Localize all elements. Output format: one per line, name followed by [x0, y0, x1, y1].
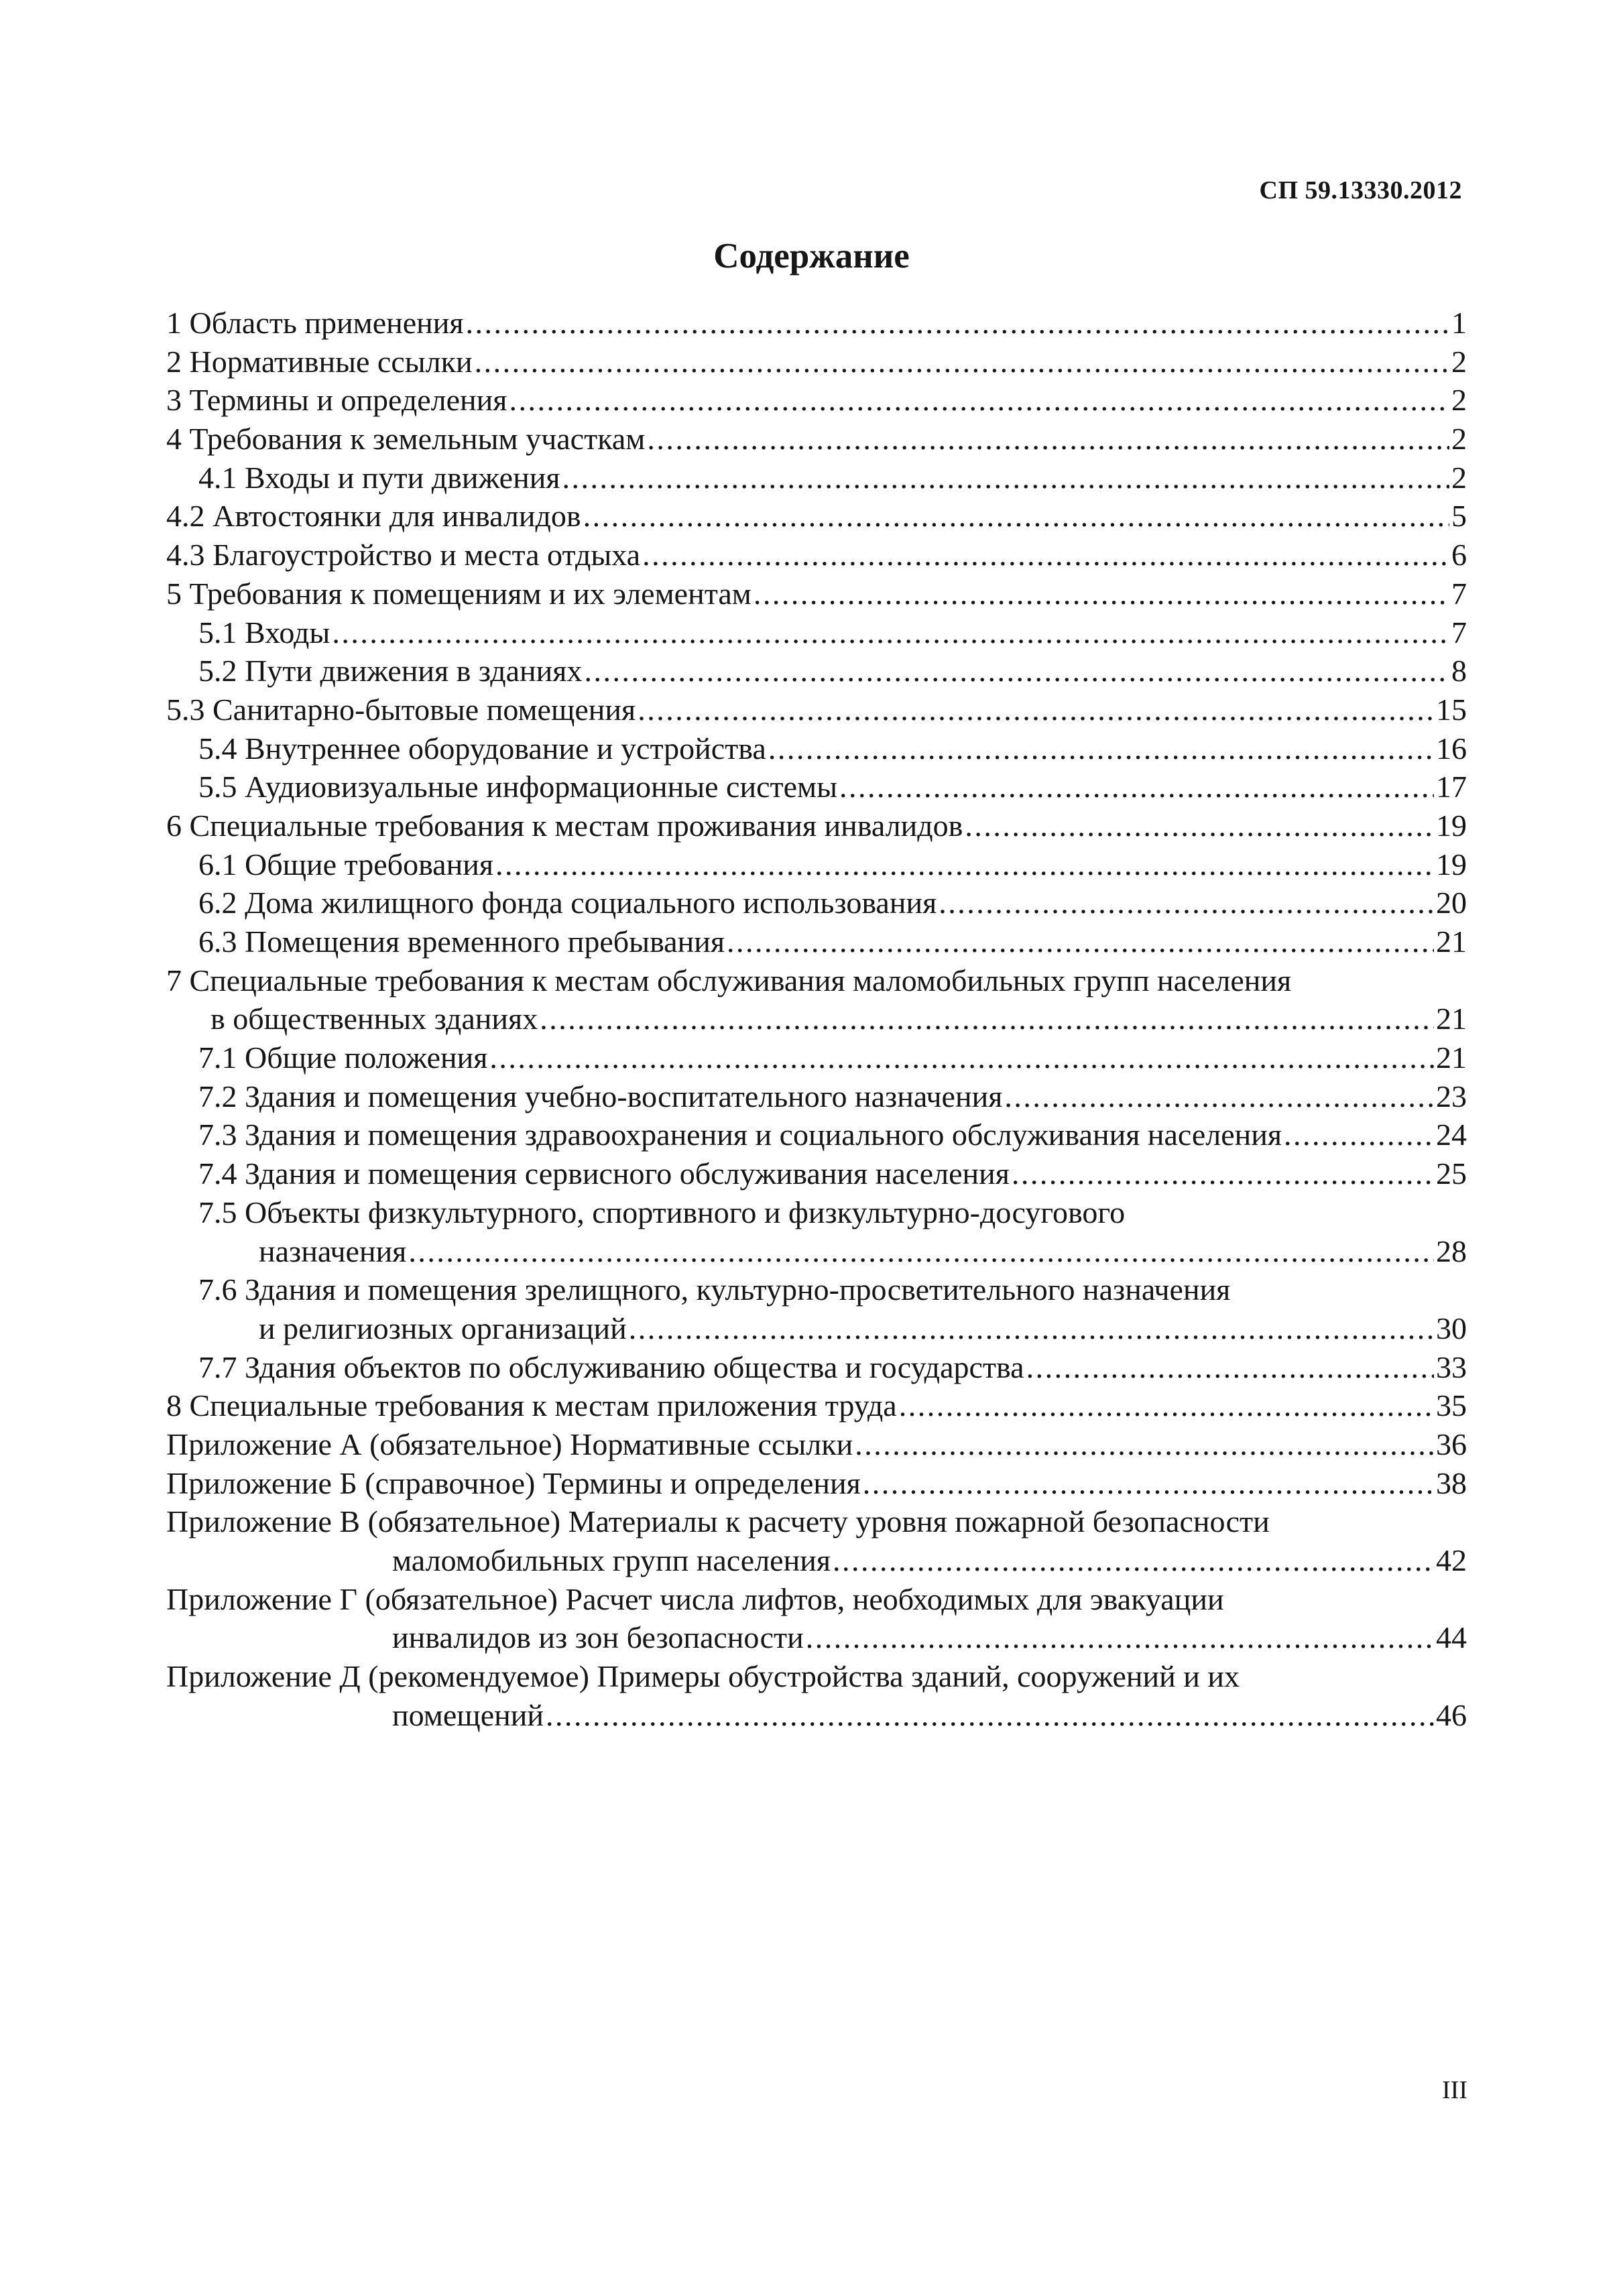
toc-entry	[166, 1348, 1467, 1387]
toc-entry-page: 7	[1451, 615, 1467, 650]
toc-entry-page: 19	[1436, 847, 1467, 882]
toc-entry-title: 6.1 Общие требования	[198, 847, 493, 882]
toc-entry-page: 33	[1436, 1349, 1467, 1384]
toc-entry	[166, 381, 1467, 420]
toc-entry-title: 7.2 Здания и помещения учебно-воспитательного назначения	[198, 1079, 1003, 1113]
toc-entry-title: Приложение Б (справочное) Термины и определения	[166, 1465, 861, 1500]
dot-leader	[939, 884, 1434, 922]
toc-entry-title: инвалидов из зон безопасности	[392, 1620, 804, 1655]
dot-leader	[965, 806, 1434, 845]
toc-entry-row	[166, 1348, 1467, 1387]
toc-entry	[166, 1425, 1467, 1464]
toc-entry-page: 21	[1436, 1040, 1467, 1075]
toc-entry	[166, 884, 1467, 922]
toc-entry-title: 5.4 Внутреннее оборудование и устройства	[198, 731, 766, 766]
dot-leader	[1026, 1348, 1434, 1387]
toc-entry-row	[166, 652, 1467, 690]
toc-entry-title: 4.1 Входы и пути движения	[198, 460, 560, 495]
toc-entry	[166, 690, 1467, 729]
dot-leader	[1284, 1115, 1434, 1154]
toc-entry	[166, 806, 1467, 845]
toc-entry	[166, 1077, 1467, 1116]
toc-entry	[166, 961, 1467, 1038]
dot-leader	[495, 845, 1434, 884]
toc-entry	[166, 1115, 1467, 1154]
toc-entry-row	[166, 420, 1467, 459]
toc-entry-row	[166, 1154, 1467, 1193]
dot-leader	[638, 690, 1434, 729]
toc-entry-page: 15	[1436, 692, 1467, 727]
toc-entry-title: назначения	[259, 1233, 407, 1268]
toc-entry	[166, 1038, 1467, 1077]
dot-leader	[863, 1464, 1434, 1503]
toc-entry-title: 5.3 Санитарно-бытовые помещения	[166, 692, 636, 727]
toc-entry-row	[166, 1077, 1467, 1116]
toc-entry	[166, 304, 1467, 343]
toc-entry-title: 4.3 Благоустройство и места отдыха	[166, 538, 641, 572]
toc-entry-row	[166, 381, 1467, 420]
dot-leader	[806, 1618, 1434, 1657]
toc-entry-row	[166, 1232, 1467, 1271]
toc-entry-page: 30	[1436, 1311, 1467, 1345]
toc-entry-page: 20	[1436, 886, 1467, 920]
toc-entry-row	[166, 884, 1467, 922]
toc-entry-title: помещений	[392, 1697, 544, 1732]
dot-leader	[489, 1038, 1434, 1077]
toc-entry-row	[166, 1386, 1467, 1425]
toc-entry-row	[166, 1425, 1467, 1464]
dot-leader	[408, 1232, 1434, 1271]
document-code: СП 59.13330.2012	[1259, 176, 1462, 204]
toc-entry-title: 6 Специальные требования к местам проживания инвалидов	[166, 808, 963, 843]
dot-leader	[332, 613, 1449, 652]
toc-entry-page: 8	[1451, 654, 1467, 688]
toc-entry	[166, 536, 1467, 575]
toc-entry-page: 16	[1436, 731, 1467, 766]
toc-entry-title-line: 7 Специальные требования к местам обслуживания маломобильных групп населения	[166, 963, 1292, 998]
toc-entry-page: 25	[1436, 1156, 1467, 1191]
dot-leader	[855, 1425, 1434, 1464]
toc-entry-page: 21	[1436, 1002, 1467, 1036]
toc-entry	[166, 1580, 1467, 1657]
toc-entry-page: 44	[1436, 1620, 1467, 1655]
dot-leader	[475, 343, 1449, 381]
toc-entry-page: 7	[1451, 576, 1467, 611]
toc-entry	[166, 1270, 1467, 1347]
toc-entry-page: 35	[1436, 1388, 1467, 1423]
toc-entry-title: 7.7 Здания объектов по обслуживанию общества и государства	[198, 1349, 1024, 1384]
dot-leader	[768, 729, 1434, 768]
toc-entry-title: маломобильных групп населения	[392, 1543, 831, 1578]
toc-entry-row	[166, 922, 1467, 961]
toc-entry	[166, 420, 1467, 459]
toc-entry-row	[166, 536, 1467, 575]
toc-entry	[166, 343, 1467, 381]
toc-entry-title: 3 Термины и определения	[166, 383, 507, 418]
toc-entry-page: 36	[1436, 1427, 1467, 1461]
toc-entry-title-line: 7.6 Здания и помещения зрелищного, культурно-просветительного назначения	[198, 1272, 1231, 1307]
dot-leader	[466, 304, 1449, 343]
toc-entry-title: 1 Область применения	[166, 306, 464, 340]
toc-entry	[166, 1386, 1467, 1425]
dot-leader	[629, 1309, 1434, 1348]
toc-entry-row	[166, 806, 1467, 845]
dot-leader	[540, 1000, 1434, 1038]
dot-leader	[642, 536, 1449, 575]
toc-entry-page: 46	[1436, 1697, 1467, 1732]
toc-entry	[166, 1657, 1467, 1734]
page-number: III	[1442, 2076, 1467, 2104]
toc-entry-row	[166, 1464, 1467, 1503]
toc-entry	[166, 613, 1467, 652]
toc-entry-title: 8 Специальные требования к местам приложения труда	[166, 1388, 897, 1423]
dot-leader	[509, 381, 1449, 420]
toc-entry-row	[166, 1115, 1467, 1154]
toc-entry-title: 6.3 Помещения временного пребывания	[198, 924, 725, 959]
toc-entry-row	[166, 729, 1467, 768]
dot-leader	[727, 922, 1434, 961]
page-title: Содержание	[713, 237, 910, 276]
toc-entry-page: 38	[1436, 1465, 1467, 1500]
toc-entry	[166, 575, 1467, 613]
toc-entry-page: 19	[1436, 808, 1467, 843]
dot-leader	[839, 768, 1434, 806]
toc-entry-row	[166, 845, 1467, 884]
dot-leader	[546, 1696, 1434, 1735]
dot-leader	[583, 497, 1449, 536]
dot-leader	[899, 1386, 1434, 1425]
toc-entry-title: 2 Нормативные ссылки	[166, 344, 473, 379]
toc-entry-row	[166, 575, 1467, 613]
dot-leader	[1004, 1077, 1434, 1116]
toc-entry-title: 5.5 Аудиовизуальные информационные системы	[198, 770, 838, 804]
toc-entry-row	[166, 1696, 1467, 1735]
toc-entry-page: 2	[1451, 460, 1467, 495]
dot-leader	[754, 575, 1449, 613]
toc-entry-title: 4 Требования к земельным участкам	[166, 422, 646, 457]
toc-entry-page: 5	[1451, 499, 1467, 534]
toc-entry-page: 1	[1451, 306, 1467, 340]
toc-entry-title: и религиозных организаций	[259, 1311, 627, 1345]
toc-entry	[166, 922, 1467, 961]
toc-entry	[166, 729, 1467, 768]
toc-entry-title-line: Приложение Д (рекомендуемое) Примеры обустройства зданий, сооружений и их	[166, 1659, 1240, 1694]
toc-entry-page: 21	[1436, 924, 1467, 959]
toc-entry	[166, 768, 1467, 806]
dot-leader	[562, 459, 1450, 497]
toc-entry-title: 7.1 Общие положения	[198, 1040, 488, 1075]
toc-entry-row	[166, 343, 1467, 381]
toc-entry-title: 5.1 Входы	[198, 615, 330, 650]
toc-entry-row	[166, 497, 1467, 536]
toc-entry-page: 6	[1451, 538, 1467, 572]
toc-entry	[166, 459, 1467, 497]
dot-leader	[833, 1541, 1434, 1580]
toc-entry-title: Приложение А (обязательное) Нормативные ссылки	[166, 1427, 853, 1461]
toc-entry-title: 5 Требования к помещениям и их элементам	[166, 576, 752, 611]
toc-entry-row	[166, 304, 1467, 343]
toc-entry-page: 2	[1451, 422, 1467, 457]
toc-entry	[166, 1193, 1467, 1270]
toc-entry-row	[166, 768, 1467, 806]
table-of-contents	[166, 304, 1467, 1735]
toc-entry-page: 2	[1451, 383, 1467, 418]
toc-entry-title: 4.2 Автостоянки для инвалидов	[166, 499, 581, 534]
toc-entry	[166, 1464, 1467, 1503]
toc-entry-page: 17	[1436, 770, 1467, 804]
toc-entry-page: 23	[1436, 1079, 1467, 1113]
toc-entry-page: 28	[1436, 1233, 1467, 1268]
toc-entry-row	[166, 1541, 1467, 1580]
toc-entry-page: 2	[1451, 344, 1467, 379]
dot-leader	[1012, 1154, 1434, 1193]
toc-entry-title: 7.4 Здания и помещения сервисного обслуживания населения	[198, 1156, 1010, 1191]
dot-leader	[584, 652, 1449, 690]
toc-entry-page: 24	[1436, 1117, 1467, 1152]
toc-entry-row	[166, 1000, 1467, 1038]
toc-entry-title: 5.2 Пути движения в зданиях	[198, 654, 583, 688]
toc-entry-title: 7.3 Здания и помещения здравоохранения и социального обслуживания населения	[198, 1117, 1282, 1152]
toc-entry-row	[166, 459, 1467, 497]
toc-entry-title-line: Приложение В (обязательное) Материалы к расчету уровня пожарной безопасности	[166, 1504, 1270, 1539]
toc-entry-row	[166, 1309, 1467, 1348]
toc-entry	[166, 652, 1467, 690]
toc-entry-title: в общественных зданиях	[211, 1002, 538, 1036]
toc-entry	[166, 845, 1467, 884]
toc-entry-row	[166, 690, 1467, 729]
dot-leader	[647, 420, 1449, 459]
toc-entry-title: 6.2 Дома жилищного фонда социального использования	[198, 886, 937, 920]
toc-entry	[166, 1502, 1467, 1579]
toc-entry-page: 42	[1436, 1543, 1467, 1578]
toc-entry-title-line: Приложение Г (обязательное) Расчет числа лифтов, необходимых для эвакуации	[166, 1581, 1224, 1616]
toc-entry	[166, 497, 1467, 536]
toc-entry-title-line: 7.5 Объекты физкультурного, спортивного и физкультурно-досугового	[198, 1195, 1126, 1229]
toc-entry	[166, 1154, 1467, 1193]
toc-entry-row	[166, 1038, 1467, 1077]
toc-entry-row	[166, 613, 1467, 652]
toc-entry-row	[166, 1618, 1467, 1657]
